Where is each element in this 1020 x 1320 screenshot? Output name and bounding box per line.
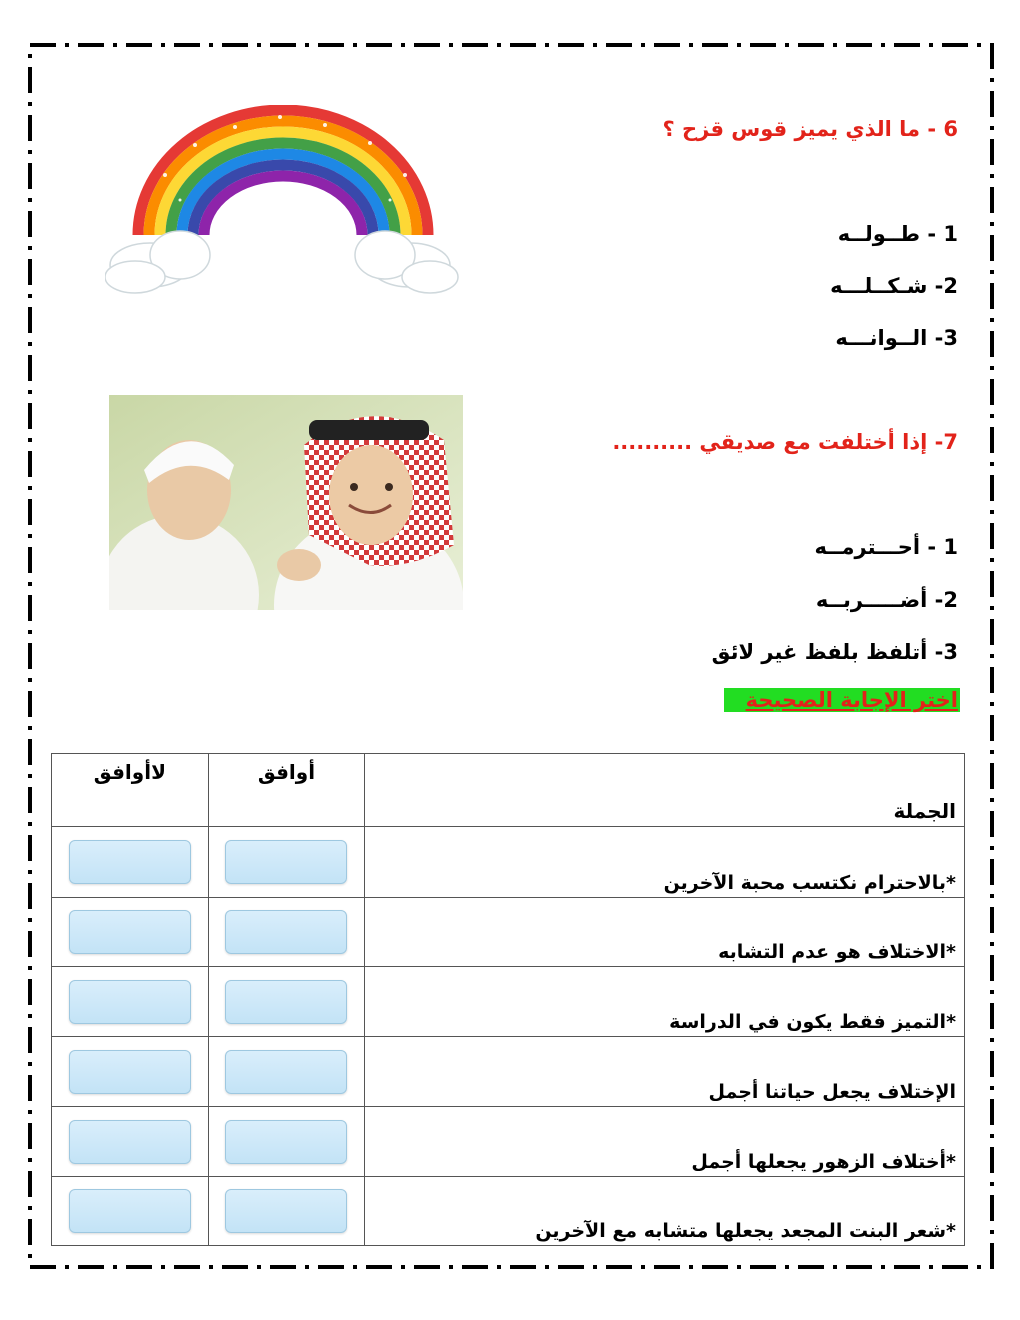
question-7-title: 7- إذا أختلفت مع صديقي ..........: [612, 430, 958, 454]
statement-text: الإختلاف يجعل حياتنا أجمل: [708, 1081, 956, 1103]
agree-answer-box[interactable]: [225, 1189, 347, 1233]
statement-text: *الاختلاف هو عدم التشابه: [718, 941, 956, 963]
table-row: [52, 1177, 965, 1246]
table-row: [52, 1107, 965, 1177]
instruction-heading: اختر الإجابة الصحيحة: [724, 688, 960, 712]
question-6-option-2[interactable]: 2- شـكــلـــه: [830, 274, 958, 298]
agree-answer-box[interactable]: [225, 910, 347, 954]
disagree-answer-box[interactable]: [69, 1189, 191, 1233]
table-row: [52, 827, 965, 898]
disagree-answer-box[interactable]: [69, 840, 191, 884]
table-row: [52, 1037, 965, 1107]
statement-text: *التميز فقط يكون في الدراسة: [669, 1011, 956, 1033]
disagree-answer-box[interactable]: [69, 980, 191, 1024]
table-header-row: [52, 754, 965, 827]
question-6-title: 6 - ما الذي يميز قوس قزح ؟: [662, 117, 958, 141]
question-7-option-2[interactable]: 2- أضـــــربــه: [815, 588, 958, 612]
header-sentence: الجملة: [365, 754, 965, 827]
children-photo: [109, 395, 463, 610]
statement-text: *شعر البنت المجعد يجعلها متشابه مع الآخرين: [535, 1220, 956, 1242]
rainbow-image: [105, 105, 460, 305]
agree-answer-box[interactable]: [225, 1050, 347, 1094]
agree-answer-box[interactable]: [225, 980, 347, 1024]
question-6-option-1[interactable]: 1 - طــولــه: [837, 222, 958, 246]
table-row: [52, 898, 965, 967]
disagree-answer-box[interactable]: [69, 1120, 191, 1164]
question-7-option-3[interactable]: 3- أتلفظ بلفظ غير لائق: [711, 640, 958, 664]
disagree-answer-box[interactable]: [69, 1050, 191, 1094]
header-disagree: لاأوافق: [52, 754, 209, 827]
question-6-option-3[interactable]: 3- الــوانـــه: [835, 326, 958, 350]
disagree-answer-box[interactable]: [69, 910, 191, 954]
table-row: [52, 967, 965, 1037]
question-7-option-1[interactable]: 1 - أحـــترمــه: [814, 535, 958, 559]
header-agree: أوافق: [208, 754, 364, 827]
agree-disagree-table: [51, 753, 965, 1246]
agree-answer-box[interactable]: [225, 1120, 347, 1164]
statement-text: *بالاحترام نكتسب محبة الآخرين: [663, 872, 956, 894]
statement-text: *أختلاف الزهور يجعلها أجمل: [691, 1151, 956, 1173]
agree-answer-box[interactable]: [225, 840, 347, 884]
